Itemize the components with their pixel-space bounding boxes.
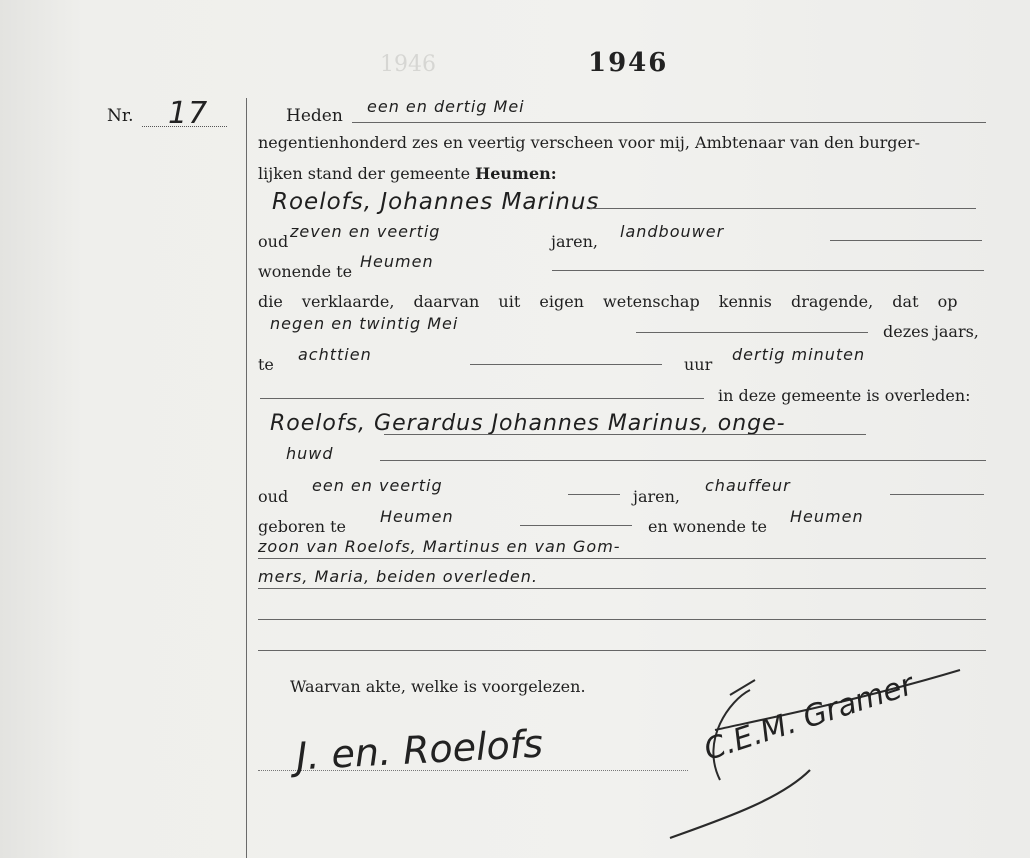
deceased-occupation: chauffeur <box>705 476 791 495</box>
bleed-through-year: 1946 <box>380 52 436 77</box>
line-blank-1 <box>258 619 986 620</box>
municipality-sentence <box>258 164 557 183</box>
residence-label: en wonende te <box>648 517 767 536</box>
year-sentence: negentienhonderd zes en veertig verscheen voor mij, Ambtenaar van den burger- <box>258 133 921 152</box>
declarant-residence-label: wonende te <box>258 262 353 281</box>
deceased-name: Roelofs, Gerardus Johannes Marinus, onge- <box>270 411 786 436</box>
date-of-declaration: een en dertig Mei <box>367 97 525 116</box>
line-r1 <box>352 122 986 123</box>
deceased-residence: Heumen <box>790 507 864 526</box>
record-number-value: 17 <box>168 96 209 131</box>
death-hour: achttien <box>298 345 372 364</box>
parents-line-1: zoon van Roelofs, Martinus en van Gom- <box>258 537 621 556</box>
line-r12 <box>380 460 986 461</box>
line-r13a <box>568 494 620 495</box>
time-te-label: te <box>258 355 274 374</box>
line-r11 <box>384 434 866 435</box>
declarant-residence: Heumen <box>360 252 434 271</box>
died-in-municipality: in deze gemeente is overleden: <box>718 386 971 405</box>
heden-label: Heden <box>286 106 343 126</box>
declarant-occupation: landbouwer <box>620 222 725 241</box>
death-date: negen en twintig Mei <box>270 314 459 333</box>
official-signature-block <box>660 660 980 840</box>
line-blank-2 <box>258 650 986 651</box>
hour-label: uur <box>684 355 713 374</box>
this-year-label: dezes jaars, <box>883 322 979 341</box>
municipality-prefix: lijken stand der gemeente <box>258 164 471 183</box>
deceased-birthplace: Heumen <box>380 507 454 526</box>
death-minutes: dertig minuten <box>732 345 866 364</box>
line-r16 <box>258 588 986 589</box>
parents-line-2: mers, Maria, beiden overleden. <box>258 567 538 586</box>
municipality-name: Heumen: <box>475 164 557 183</box>
witness-signature: J. en. Roelofs <box>295 721 544 779</box>
line-r15 <box>258 558 986 559</box>
closing-statement: Waarvan akte, welke is voorgelezen. <box>290 677 586 696</box>
deceased-age-label: oud <box>258 487 289 506</box>
line-r8 <box>636 332 868 333</box>
line-r6 <box>552 270 984 271</box>
declarant-name: Roelofs, Johannes Marinus <box>272 189 600 215</box>
deceased-marital-status: huwd <box>286 444 334 463</box>
declarant-years-label: jaren, <box>551 232 599 251</box>
line-r4 <box>590 208 976 209</box>
declarant-age: zeven en veertig <box>290 222 441 241</box>
declarant-age-label: oud <box>258 232 289 251</box>
line-r10 <box>260 398 704 399</box>
line-r13b <box>890 494 984 495</box>
margin-rule <box>246 98 247 858</box>
deceased-age: een en veertig <box>312 476 443 495</box>
line-r5 <box>830 240 982 241</box>
official-signature: C.E.M. Gramer <box>699 667 918 768</box>
register-year: 1946 <box>588 48 669 78</box>
line-r14a <box>520 525 632 526</box>
declaration-sentence: die verklaarde, daarvan uit eigen wetenschap kennis dragende, dat op <box>258 292 958 311</box>
deceased-years-label: jaren, <box>633 487 681 506</box>
birthplace-label: geboren te <box>258 517 346 536</box>
line-r9a <box>470 364 662 365</box>
record-number-label: Nr. <box>107 106 134 126</box>
